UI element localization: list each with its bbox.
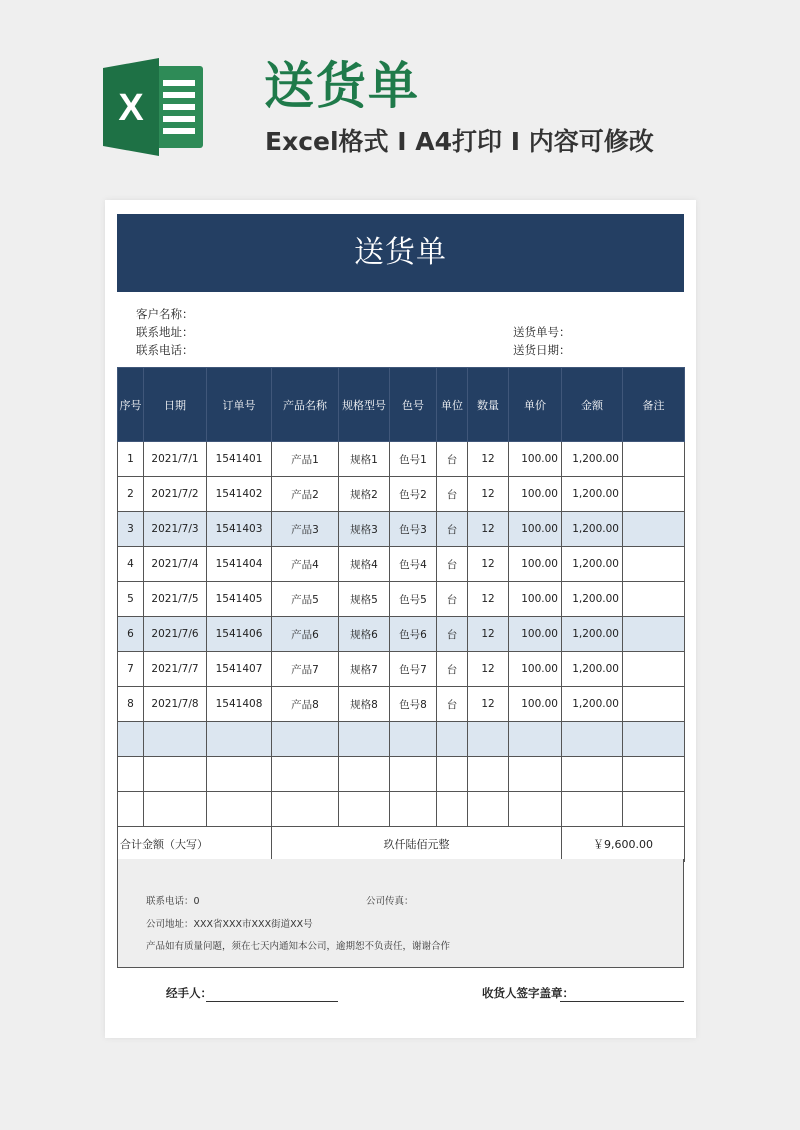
table-cell-单位[interactable]: 台 [437, 547, 468, 582]
table-cell-日期[interactable]: 2021/7/8 [144, 687, 207, 722]
table-cell-数量[interactable]: 12 [468, 477, 509, 512]
table-cell-金额[interactable] [562, 722, 623, 757]
table-cell-序号[interactable]: 8 [118, 687, 144, 722]
table-cell-备注[interactable] [623, 687, 685, 722]
table-cell-序号[interactable]: 7 [118, 652, 144, 687]
table-cell-日期[interactable] [144, 792, 207, 827]
delivery-date-label: 送货日期： [513, 343, 571, 357]
table-cell-产品名称[interactable] [272, 792, 339, 827]
table-cell-订单号[interactable] [207, 792, 272, 827]
table-cell-单位[interactable] [437, 757, 468, 792]
table-cell-备注[interactable] [623, 547, 685, 582]
table-cell-订单号[interactable]: 1541401 [207, 442, 272, 477]
table-cell-日期[interactable]: 2021/7/4 [144, 547, 207, 582]
logo-letter: X [118, 87, 144, 129]
sheet-banner-title: 送货单 [117, 214, 684, 292]
table-row [118, 757, 685, 792]
items-table [117, 367, 685, 862]
table-cell-金额[interactable] [562, 757, 623, 792]
table-cell-单位[interactable]: 台 [437, 512, 468, 547]
table-cell-日期[interactable] [144, 722, 207, 757]
table-cell-规格型号[interactable]: 规格8 [339, 687, 390, 722]
table-cell-单位[interactable]: 台 [437, 652, 468, 687]
table-cell-金额[interactable] [562, 792, 623, 827]
table-cell-订单号[interactable]: 1541402 [207, 477, 272, 512]
table-cell-订单号[interactable]: 1541404 [207, 547, 272, 582]
table-cell-单价[interactable]: 100.00 [509, 652, 562, 687]
table-cell-日期[interactable]: 2021/7/6 [144, 617, 207, 652]
table-cell-日期[interactable] [144, 757, 207, 792]
customer-name-label: 客户名称： [136, 307, 194, 321]
table-row [118, 687, 685, 722]
table-cell-单位[interactable]: 台 [437, 687, 468, 722]
table-cell-日期[interactable]: 2021/7/7 [144, 652, 207, 687]
table-cell-产品名称[interactable]: 产品1 [272, 442, 339, 477]
table-cell-金额[interactable]: 1,200.00 [562, 477, 623, 512]
table-cell-数量[interactable]: 12 [468, 652, 509, 687]
table-cell-单价[interactable]: 100.00 [509, 547, 562, 582]
table-cell-序号[interactable]: 3 [118, 512, 144, 547]
quality-notice: 产品如有质量问题，须在七天内通知本公司，逾期恕不负责任，谢谢合作 [146, 941, 451, 952]
receiver-signature-line[interactable] [560, 1001, 684, 1002]
table-cell-备注[interactable] [623, 757, 685, 792]
company-info-box [117, 859, 684, 968]
table-cell-单价[interactable]: 100.00 [509, 477, 562, 512]
table-cell-序号[interactable]: 4 [118, 547, 144, 582]
col-header: 订单号 [207, 368, 272, 442]
table-row [118, 792, 685, 827]
table-cell-单位[interactable]: 台 [437, 617, 468, 652]
excel-logo-icon [103, 58, 205, 156]
table-cell-规格型号[interactable]: 规格2 [339, 477, 390, 512]
table-cell-订单号[interactable]: 1541403 [207, 512, 272, 547]
table-cell-色号[interactable]: 色号3 [390, 512, 437, 547]
table-cell-产品名称[interactable]: 产品3 [272, 512, 339, 547]
total-in-words[interactable]: 玖仟陆佰元整 [272, 827, 562, 862]
table-cell-单价[interactable] [509, 722, 562, 757]
contact-phone-label: 联系电话： [136, 343, 194, 357]
table-cell-单价[interactable]: 100.00 [509, 512, 562, 547]
col-header: 规格型号 [339, 368, 390, 442]
table-cell-金额[interactable]: 1,200.00 [562, 442, 623, 477]
table-cell-数量[interactable]: 12 [468, 687, 509, 722]
table-cell-序号[interactable]: 5 [118, 582, 144, 617]
table-cell-色号[interactable] [390, 792, 437, 827]
table-cell-金额[interactable]: 1,200.00 [562, 512, 623, 547]
col-header: 金额 [562, 368, 623, 442]
table-cell-单价[interactable] [509, 792, 562, 827]
table-cell-产品名称[interactable] [272, 722, 339, 757]
table-cell-规格型号[interactable]: 规格1 [339, 442, 390, 477]
col-header: 产品名称 [272, 368, 339, 442]
table-cell-订单号[interactable]: 1541405 [207, 582, 272, 617]
table-cell-单价[interactable]: 100.00 [509, 442, 562, 477]
table-cell-备注[interactable] [623, 477, 685, 512]
table-cell-单价[interactable]: 100.00 [509, 582, 562, 617]
table-cell-规格型号[interactable]: 规格3 [339, 512, 390, 547]
handler-signature-line[interactable] [206, 1001, 338, 1002]
table-cell-日期[interactable]: 2021/7/2 [144, 477, 207, 512]
table-cell-单位[interactable] [437, 792, 468, 827]
table-cell-订单号[interactable]: 1541406 [207, 617, 272, 652]
table-cell-色号[interactable] [390, 722, 437, 757]
table-cell-数量[interactable]: 12 [468, 547, 509, 582]
table-cell-金额[interactable]: 1,200.00 [562, 582, 623, 617]
table-cell-序号[interactable]: 1 [118, 442, 144, 477]
table-cell-备注[interactable] [623, 582, 685, 617]
table-cell-单位[interactable]: 台 [437, 442, 468, 477]
table-cell-色号[interactable]: 色号2 [390, 477, 437, 512]
col-header: 数量 [468, 368, 509, 442]
delivery-sheet [105, 200, 696, 1038]
table-cell-产品名称[interactable]: 产品6 [272, 617, 339, 652]
page-subtitle: Excel格式 I A4打印 I 内容可修改 [265, 127, 654, 156]
table-cell-金额[interactable]: 1,200.00 [562, 652, 623, 687]
table-header-row [118, 368, 685, 442]
table-cell-备注[interactable] [623, 512, 685, 547]
table-row [118, 722, 685, 757]
table-cell-备注[interactable] [623, 722, 685, 757]
col-header: 备注 [623, 368, 685, 442]
table-cell-序号[interactable] [118, 722, 144, 757]
table-cell-产品名称[interactable] [272, 757, 339, 792]
table-cell-金额[interactable]: 1,200.00 [562, 687, 623, 722]
table-cell-数量[interactable]: 12 [468, 582, 509, 617]
table-cell-产品名称[interactable]: 产品7 [272, 652, 339, 687]
table-cell-订单号[interactable]: 1541407 [207, 652, 272, 687]
table-cell-数量[interactable]: 12 [468, 512, 509, 547]
table-cell-规格型号[interactable]: 规格5 [339, 582, 390, 617]
page-title: 送货单 [264, 57, 420, 115]
table-cell-数量[interactable] [468, 722, 509, 757]
table-cell-单位[interactable] [437, 722, 468, 757]
table-cell-单价[interactable]: 100.00 [509, 687, 562, 722]
total-amount[interactable]: ￥9,600.00 [562, 827, 685, 862]
table-row [118, 547, 685, 582]
table-cell-备注[interactable] [623, 652, 685, 687]
table-cell-色号[interactable]: 色号4 [390, 547, 437, 582]
table-cell-规格型号[interactable]: 规格4 [339, 547, 390, 582]
col-header: 单位 [437, 368, 468, 442]
table-cell-单位[interactable]: 台 [437, 477, 468, 512]
table-cell-订单号[interactable] [207, 757, 272, 792]
table-cell-备注[interactable] [623, 617, 685, 652]
table-cell-单位[interactable]: 台 [437, 582, 468, 617]
company-fax: 公司传真： [366, 896, 414, 907]
table-cell-日期[interactable]: 2021/7/3 [144, 512, 207, 547]
handler-label: 经手人： [166, 986, 212, 1000]
table-cell-订单号[interactable] [207, 722, 272, 757]
table-cell-单价[interactable] [509, 757, 562, 792]
table-row [118, 617, 685, 652]
table-cell-规格型号[interactable] [339, 757, 390, 792]
table-cell-数量[interactable]: 12 [468, 617, 509, 652]
table-row [118, 652, 685, 687]
table-cell-色号[interactable]: 色号6 [390, 617, 437, 652]
table-cell-序号[interactable] [118, 757, 144, 792]
table-cell-色号[interactable]: 色号5 [390, 582, 437, 617]
total-label: 合计金额（大写） [118, 827, 272, 862]
table-cell-金额[interactable]: 1,200.00 [562, 617, 623, 652]
total-row [118, 827, 685, 862]
table-cell-数量[interactable]: 12 [468, 442, 509, 477]
table-cell-序号[interactable]: 2 [118, 477, 144, 512]
table-cell-数量[interactable] [468, 792, 509, 827]
table-cell-规格型号[interactable] [339, 792, 390, 827]
contact-address-label: 联系地址： [136, 325, 194, 339]
table-cell-金额[interactable]: 1,200.00 [562, 547, 623, 582]
table-cell-备注[interactable] [623, 792, 685, 827]
table-cell-序号[interactable]: 6 [118, 617, 144, 652]
table-row [118, 512, 685, 547]
table-cell-规格型号[interactable]: 规格7 [339, 652, 390, 687]
delivery-number-label: 送货单号： [513, 325, 571, 339]
table-cell-日期[interactable]: 2021/7/5 [144, 582, 207, 617]
table-cell-规格型号[interactable]: 规格6 [339, 617, 390, 652]
col-header: 色号 [390, 368, 437, 442]
table-cell-规格型号[interactable] [339, 722, 390, 757]
col-header: 单价 [509, 368, 562, 442]
table-cell-色号[interactable]: 色号1 [390, 442, 437, 477]
table-cell-产品名称[interactable]: 产品8 [272, 687, 339, 722]
table-cell-产品名称[interactable]: 产品2 [272, 477, 339, 512]
table-cell-日期[interactable]: 2021/7/1 [144, 442, 207, 477]
table-cell-产品名称[interactable]: 产品5 [272, 582, 339, 617]
col-header: 序号 [118, 368, 144, 442]
table-cell-数量[interactable] [468, 757, 509, 792]
table-cell-单价[interactable]: 100.00 [509, 617, 562, 652]
table-cell-色号[interactable]: 色号8 [390, 687, 437, 722]
table-cell-产品名称[interactable]: 产品4 [272, 547, 339, 582]
company-phone: 联系电话：0 [146, 896, 200, 907]
receiver-label: 收货人签字盖章： [482, 986, 574, 1000]
table-cell-色号[interactable]: 色号7 [390, 652, 437, 687]
col-header: 日期 [144, 368, 207, 442]
table-cell-序号[interactable] [118, 792, 144, 827]
table-cell-备注[interactable] [623, 442, 685, 477]
table-row [118, 477, 685, 512]
table-cell-订单号[interactable]: 1541408 [207, 687, 272, 722]
table-row [118, 582, 685, 617]
table-cell-色号[interactable] [390, 757, 437, 792]
table-row [118, 442, 685, 477]
company-address: 公司地址：XXX省XXX市XXX街道XX号 [146, 919, 313, 930]
